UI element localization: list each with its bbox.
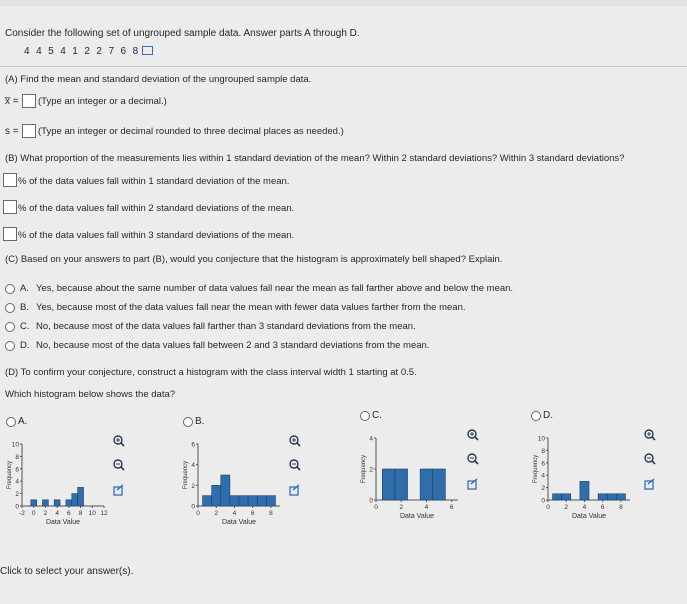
y-tick-label: 4 bbox=[541, 472, 545, 480]
histogram-c[interactable] bbox=[358, 426, 488, 531]
histogram-bar bbox=[598, 494, 607, 500]
x-tick-label: 0 bbox=[31, 510, 36, 517]
x-axis-label: Data Value bbox=[221, 519, 257, 526]
part-b-title: (B) What proportion of the measurements lies within 1 standard deviation of the mean? Within 2 standard deviations? Within 3 standard deviations? bbox=[5, 153, 625, 164]
sd-label: s = bbox=[5, 126, 19, 137]
histogram-bar bbox=[433, 469, 446, 500]
y-tick-label: 6 bbox=[15, 466, 19, 474]
histogram-bar bbox=[78, 487, 84, 506]
x-tick-label: 4 bbox=[55, 510, 59, 517]
x-axis-label: Data Value bbox=[571, 513, 607, 520]
x-tick-label: 0 bbox=[374, 504, 378, 511]
y-axis-label: Frequency bbox=[533, 454, 539, 484]
y-axis-label: Frequency bbox=[7, 460, 13, 490]
data-value: 4 bbox=[24, 46, 31, 57]
data-value: 8 bbox=[132, 46, 139, 57]
zoom-out-icon[interactable] bbox=[468, 454, 478, 464]
data-value: 6 bbox=[120, 46, 127, 57]
y-tick-label: 10 bbox=[11, 441, 19, 449]
x-axis-label: Data Value bbox=[399, 513, 435, 520]
zoom-in-icon[interactable] bbox=[468, 430, 478, 440]
option-c-d-letter[interactable]: D. bbox=[20, 340, 30, 351]
question-intro: Consider the following set of ungrouped sample data. Answer parts A through D. bbox=[5, 28, 360, 39]
zoom-in-icon[interactable] bbox=[114, 436, 124, 446]
popout-icon[interactable] bbox=[114, 485, 123, 495]
x-tick-label: 0 bbox=[196, 510, 200, 517]
y-tick-label: 0 bbox=[369, 497, 373, 505]
divider bbox=[0, 66, 687, 67]
histogram-bar bbox=[221, 475, 230, 506]
histogram-bar bbox=[66, 500, 72, 506]
x-axis-label: Data Value bbox=[45, 519, 81, 526]
option-c-c-letter[interactable]: C. bbox=[20, 321, 30, 332]
copy-data-icon[interactable] bbox=[142, 46, 153, 55]
histogram-option-c-label[interactable]: C. bbox=[372, 410, 382, 421]
x-tick-label: 2 bbox=[43, 510, 48, 517]
sd-input[interactable] bbox=[22, 124, 36, 138]
histogram-option-d-label[interactable]: D. bbox=[543, 410, 553, 421]
data-value: 7 bbox=[108, 46, 115, 57]
y-tick-label: 2 bbox=[541, 485, 545, 493]
data-value: 2 bbox=[84, 46, 91, 57]
within-2sd-text: % of the data values fall within 2 standard deviations of the mean. bbox=[18, 203, 295, 214]
data-value: 2 bbox=[96, 46, 103, 57]
option-c-c-text[interactable]: No, because most of the data values fall farther than 3 standard deviations from the mean. bbox=[36, 321, 416, 332]
within-1sd-input[interactable] bbox=[3, 173, 17, 187]
histogram-d[interactable] bbox=[530, 426, 665, 531]
histogram-bar bbox=[553, 494, 562, 500]
option-c-d-text[interactable]: No, because most of the data values fall between 2 and 3 standard deviations from the mean. bbox=[36, 340, 430, 351]
y-tick-label: 2 bbox=[15, 491, 19, 499]
x-tick-label: 12 bbox=[100, 510, 108, 517]
option-c-b-letter[interactable]: B. bbox=[20, 302, 29, 313]
histogram-option-a-radio[interactable] bbox=[6, 417, 16, 427]
option-c-b-text[interactable]: Yes, because most of the data values fall near the mean with fewer data values farther from the mean. bbox=[36, 302, 466, 313]
part-d-question: Which histogram below shows the data? bbox=[5, 389, 176, 400]
top-border bbox=[0, 0, 687, 6]
y-tick-label: 6 bbox=[541, 460, 545, 468]
y-tick-label: 4 bbox=[369, 435, 373, 443]
histogram-bar bbox=[616, 494, 625, 500]
data-value: 5 bbox=[48, 46, 55, 57]
x-tick-label: 6 bbox=[449, 504, 454, 511]
histogram-bar bbox=[607, 494, 616, 500]
y-tick-label: 8 bbox=[15, 453, 19, 461]
x-tick-label: 2 bbox=[564, 504, 569, 511]
x-tick-label: 2 bbox=[214, 510, 219, 517]
y-axis-label: Frequency bbox=[183, 460, 189, 490]
histogram-bar bbox=[230, 496, 239, 506]
x-tick-label: 4 bbox=[582, 504, 587, 511]
histogram-bar bbox=[72, 494, 78, 506]
x-tick-label: 10 bbox=[88, 510, 96, 517]
data-value: 4 bbox=[36, 46, 43, 57]
zoom-in-icon[interactable] bbox=[290, 436, 300, 446]
popout-icon[interactable] bbox=[645, 479, 654, 489]
histogram-option-a-label[interactable]: A. bbox=[18, 416, 28, 427]
histogram-bar bbox=[239, 496, 248, 506]
within-3sd-text: % of the data values fall within 3 standard deviations of the mean. bbox=[18, 230, 295, 241]
mean-input[interactable] bbox=[22, 94, 36, 108]
histogram-bar bbox=[212, 485, 221, 506]
histogram-bar bbox=[54, 500, 60, 506]
histogram-bar bbox=[248, 496, 257, 506]
histogram-bar bbox=[257, 496, 266, 506]
histogram-bar bbox=[562, 494, 571, 500]
footer-instruction: Click to select your answer(s). bbox=[0, 566, 134, 577]
y-axis-label: Frequency bbox=[361, 454, 367, 484]
histogram-bar bbox=[395, 469, 408, 500]
zoom-in-icon[interactable] bbox=[645, 430, 655, 440]
histogram-option-d-radio[interactable] bbox=[531, 411, 541, 421]
part-c-title: (C) Based on your answers to part (B), would you conjecture that the histogram is approximately bell shaped? Explain. bbox=[5, 254, 503, 265]
histogram-bar bbox=[580, 481, 589, 500]
x-tick-label: 8 bbox=[269, 510, 273, 517]
zoom-out-icon[interactable] bbox=[290, 460, 300, 470]
y-tick-label: 10 bbox=[537, 435, 545, 443]
popout-icon[interactable] bbox=[290, 485, 299, 495]
data-values-row bbox=[24, 45, 159, 57]
y-tick-label: 0 bbox=[15, 503, 19, 511]
option-c-a-text[interactable]: Yes, because about the same number of data values fall near the mean as fall farther above and below the mean. bbox=[36, 283, 514, 294]
option-c-b-radio[interactable] bbox=[5, 303, 15, 313]
y-tick-label: 4 bbox=[191, 462, 195, 470]
part-a-title: (A) Find the mean and standard deviation of the ungrouped sample data. bbox=[5, 74, 312, 85]
histogram-bar bbox=[382, 469, 395, 500]
within-3sd-input[interactable] bbox=[3, 227, 17, 241]
x-tick-label: 8 bbox=[619, 504, 623, 511]
within-1sd-text: % of the data values fall within 1 standard deviation of the mean. bbox=[18, 176, 290, 187]
y-tick-label: 2 bbox=[369, 466, 373, 474]
y-tick-label: 0 bbox=[541, 497, 545, 505]
zoom-out-icon[interactable] bbox=[114, 460, 124, 470]
mean-hint: (Type an integer or a decimal.) bbox=[38, 96, 167, 107]
histogram-b[interactable] bbox=[180, 432, 310, 537]
x-tick-label: 4 bbox=[424, 504, 429, 511]
zoom-out-icon[interactable] bbox=[645, 454, 655, 464]
x-tick-label: 6 bbox=[250, 510, 255, 517]
x-tick-label: -2 bbox=[19, 510, 25, 517]
y-tick-label: 4 bbox=[15, 478, 19, 486]
histogram-option-b-radio[interactable] bbox=[183, 417, 193, 427]
histogram-bar bbox=[43, 500, 49, 506]
x-tick-label: 2 bbox=[399, 504, 404, 511]
within-2sd-input[interactable] bbox=[3, 200, 17, 214]
x-tick-label: 6 bbox=[600, 504, 605, 511]
histogram-option-c-radio[interactable] bbox=[360, 411, 370, 421]
histogram-bar bbox=[420, 469, 433, 500]
histogram-a[interactable] bbox=[4, 432, 134, 537]
histogram-bar bbox=[203, 496, 212, 506]
option-c-a-radio[interactable] bbox=[5, 284, 15, 294]
y-tick-label: 2 bbox=[191, 482, 195, 490]
x-tick-label: 0 bbox=[546, 504, 550, 511]
option-c-c-radio[interactable] bbox=[5, 322, 15, 332]
x-tick-label: 6 bbox=[67, 510, 71, 517]
popout-icon[interactable] bbox=[468, 479, 477, 489]
data-value: 4 bbox=[60, 46, 67, 57]
y-tick-label: 6 bbox=[191, 441, 195, 449]
histogram-bar bbox=[266, 496, 275, 506]
sd-hint: (Type an integer or decimal rounded to three decimal places as needed.) bbox=[38, 126, 344, 137]
option-c-a-letter[interactable]: A. bbox=[20, 283, 29, 294]
y-tick-label: 8 bbox=[541, 447, 545, 455]
histogram-option-b-label[interactable]: B. bbox=[195, 416, 205, 427]
x-tick-label: 8 bbox=[78, 510, 83, 517]
option-c-d-radio[interactable] bbox=[5, 341, 15, 351]
y-tick-label: 0 bbox=[191, 503, 195, 511]
histogram-bar bbox=[31, 500, 37, 506]
part-d-title: (D) To confirm your conjecture, construct a histogram with the class interval width 1 starting at 0.5. bbox=[5, 367, 417, 378]
x-tick-label: 4 bbox=[232, 510, 237, 517]
data-value: 1 bbox=[72, 46, 79, 57]
mean-label: x̅ = bbox=[5, 96, 19, 107]
